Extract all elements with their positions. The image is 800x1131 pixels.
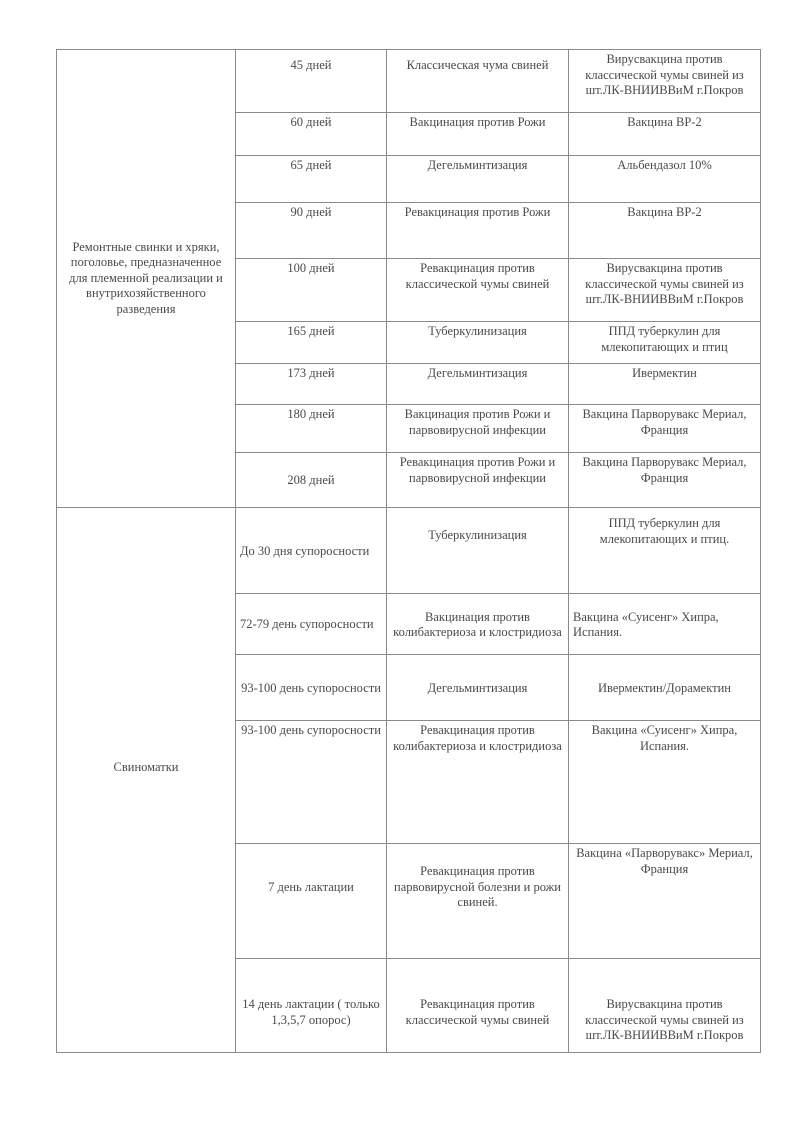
- product-cell: Ивермектин: [569, 364, 761, 405]
- age-cell: 93-100 день супоросности: [236, 721, 387, 844]
- event-cell: Дегельминтизация: [387, 364, 569, 405]
- event-cell: Ревакцинация против классической чумы свиней: [387, 259, 569, 322]
- age-cell: 45 дней: [236, 50, 387, 113]
- group-name-cell: Ремонтные свинки и хряки, поголовье, предназначенное для племенной реализации и внутрихозяйственного разведения: [57, 50, 236, 508]
- group-name-cell: Свиноматки: [57, 508, 236, 1053]
- product-cell: Ивермектин/Дорамектин: [569, 655, 761, 721]
- table-row: [57, 50, 761, 113]
- product-cell: Вакцина «Суисенг» Хипра, Испания.: [569, 721, 761, 844]
- age-cell: 208 дней: [236, 453, 387, 508]
- age-cell: 14 день лактации ( только 1,3,5,7 опорос): [236, 959, 387, 1053]
- product-cell: Вирусвакцина против классической чумы свиней из шт.ЛК-ВНИИВВиМ г.Покров: [569, 50, 761, 113]
- age-cell: 165 дней: [236, 322, 387, 364]
- event-cell: Ревакцинация против Рожи и парвовирусной инфекции: [387, 453, 569, 508]
- age-cell: 100 дней: [236, 259, 387, 322]
- event-cell: Ревакцинация против Рожи: [387, 203, 569, 259]
- age-cell: 93-100 день супоросности: [236, 655, 387, 721]
- event-cell: Ревакцинация против классической чумы свиней: [387, 959, 569, 1053]
- event-cell: Ревакцинация против колибактериоза и клостридиоза: [387, 721, 569, 844]
- event-cell: Ревакцинация против парвовирусной болезни и рожи свиней.: [387, 844, 569, 959]
- product-cell: Вирусвакцина против классической чумы свиней из шт.ЛК-ВНИИВВиМ г.Покров: [569, 259, 761, 322]
- product-cell: Вакцина Парворувакс Мериал, Франция: [569, 453, 761, 508]
- age-cell: 60 дней: [236, 113, 387, 156]
- age-cell: 90 дней: [236, 203, 387, 259]
- age-cell: 173 дней: [236, 364, 387, 405]
- product-cell: Вирусвакцина против классической чумы свиней из шт.ЛК-ВНИИВВиМ г.Покров: [569, 959, 761, 1053]
- age-cell: 7 день лактации: [236, 844, 387, 959]
- product-cell: ППД туберкулин для млекопитающих и птиц: [569, 322, 761, 364]
- event-cell: Вакцинация против колибактериоза и клостридиоза: [387, 594, 569, 655]
- event-cell: Туберкулинизация: [387, 508, 569, 594]
- event-cell: Дегельминтизация: [387, 655, 569, 721]
- event-cell: Классическая чума свиней: [387, 50, 569, 113]
- product-cell: Вакцина ВР-2: [569, 203, 761, 259]
- product-cell: Альбендазол 10%: [569, 156, 761, 203]
- event-cell: Туберкулинизация: [387, 322, 569, 364]
- table-row: [57, 508, 761, 594]
- product-cell: Вакцина Парворувакс Мериал, Франция: [569, 405, 761, 453]
- age-cell: 72-79 день супоросности: [236, 594, 387, 655]
- event-cell: Вакцинация против Рожи и парвовирусной инфекции: [387, 405, 569, 453]
- product-cell: Вакцина «Парворувакс» Мериал, Франция: [569, 844, 761, 959]
- age-cell: 180 дней: [236, 405, 387, 453]
- event-cell: Вакцинация против Рожи: [387, 113, 569, 156]
- age-cell: До 30 дня супоросности: [236, 508, 387, 594]
- event-cell: Дегельминтизация: [387, 156, 569, 203]
- product-cell: Вакцина ВР-2: [569, 113, 761, 156]
- product-cell: Вакцина «Суисенг» Хипра, Испания.: [569, 594, 761, 655]
- vaccination-schedule-table: [56, 49, 761, 1053]
- age-cell: 65 дней: [236, 156, 387, 203]
- product-cell: ППД туберкулин для млекопитающих и птиц.: [569, 508, 761, 594]
